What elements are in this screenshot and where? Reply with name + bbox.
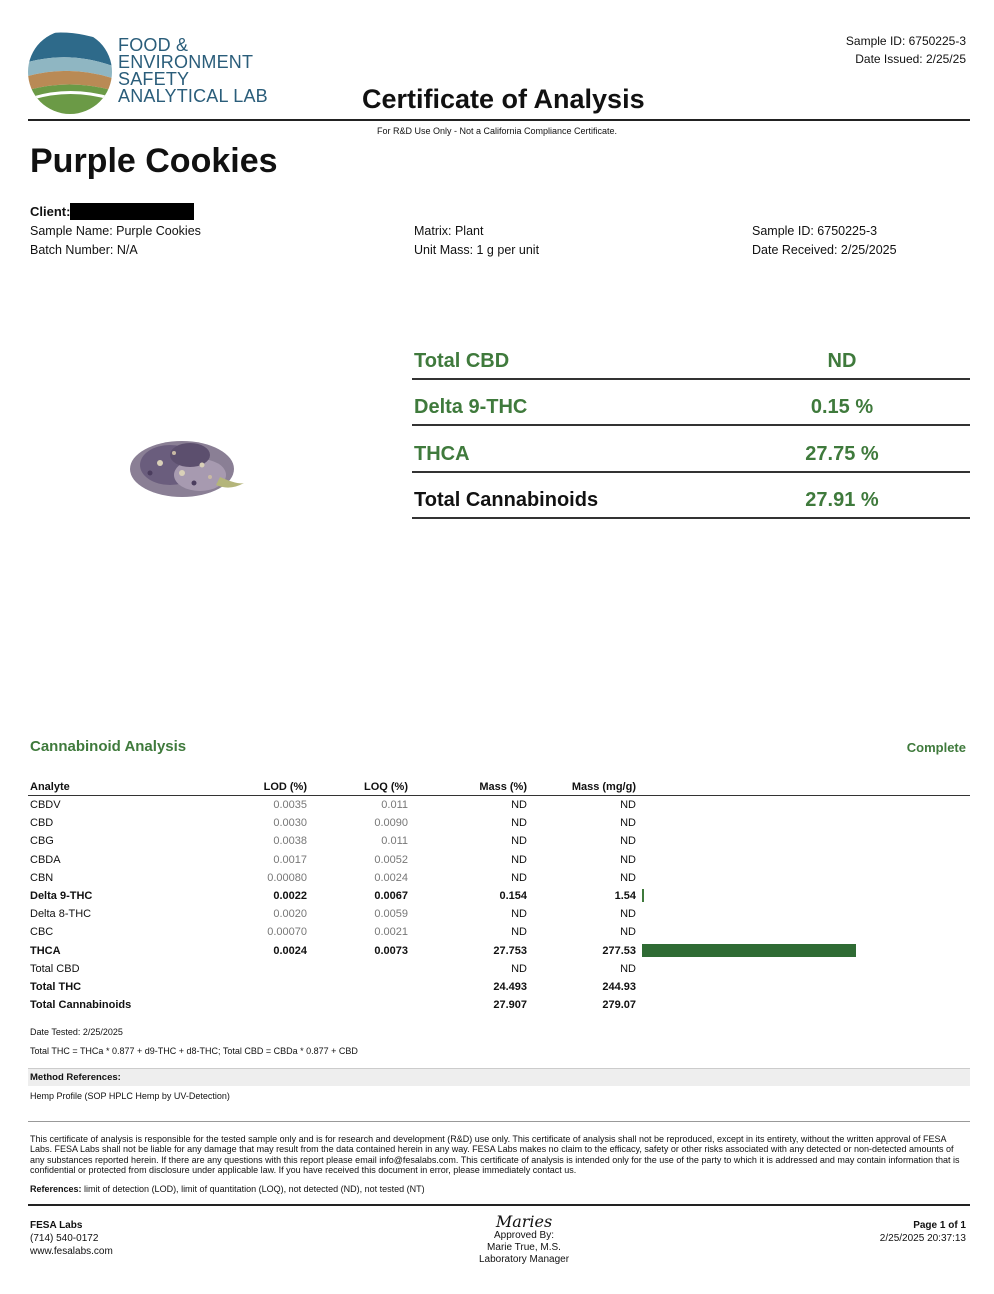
- cell-analyte: CBN: [30, 871, 54, 884]
- footer-approval: [424, 1214, 624, 1266]
- col-mass-mg: Mass (mg/g): [571, 781, 636, 793]
- sample-name: Sample Name: Purple Cookies: [30, 224, 201, 238]
- cell-analyte: Total Cannabinoids: [30, 999, 132, 1012]
- batch-number: Batch Number: N/A: [30, 243, 138, 257]
- cell-analyte: Total CBD: [30, 962, 80, 975]
- table-row: [28, 832, 970, 850]
- summary-value: 0.15 %: [810, 396, 874, 418]
- summary-label: Total CBD: [414, 350, 510, 372]
- cannabinoid-table: [28, 778, 970, 1014]
- table-row: [28, 887, 970, 905]
- cell-lod: 0.00080: [267, 871, 307, 884]
- cell-lod: 0.0024: [273, 944, 307, 957]
- cell-mass-mg: ND: [620, 962, 636, 975]
- cell-analyte: Delta 8-THC: [30, 908, 92, 921]
- approved-by: Approved By:: [493, 1230, 555, 1241]
- col-mass: Mass (%): [479, 781, 527, 793]
- cell-analyte: CBG: [30, 835, 54, 848]
- cell-lod: 0.0022: [273, 889, 307, 902]
- divider: [28, 1121, 970, 1122]
- cell-loq: 0.011: [381, 799, 408, 811]
- method-header-bar: [28, 1068, 970, 1086]
- header-sample-id: Sample ID: 6750225-3: [845, 34, 966, 48]
- cell-analyte: THCA: [30, 944, 61, 957]
- approver-name: Marie True, M.S.: [487, 1242, 561, 1253]
- logo-line-2: ENVIRONMENT: [118, 52, 254, 72]
- cell-mass-mg: 279.07: [602, 999, 636, 1012]
- logo-emblem-icon: [28, 28, 118, 118]
- summary-row-delta9: [412, 380, 970, 426]
- date-received: Date Received: 2/25/2025: [752, 243, 897, 257]
- header-meta: [846, 32, 966, 68]
- cell-loq: 0.0024: [374, 871, 408, 884]
- divider: [28, 1204, 970, 1206]
- cell-loq: 0.0067: [374, 889, 408, 902]
- cannabis-bud-icon: [120, 425, 250, 520]
- logo-line-3: SAFETY: [118, 69, 190, 89]
- divider: [28, 119, 970, 121]
- cell-mass: 0.154: [499, 889, 527, 902]
- table-row: [28, 814, 970, 832]
- table-row: [28, 851, 970, 869]
- cell-loq: 0.0073: [374, 944, 408, 957]
- cell-mass: ND: [511, 962, 527, 975]
- footer-phone: (714) 540-0172: [30, 1233, 99, 1244]
- logo-line-4: ANALYTICAL LAB: [118, 86, 268, 106]
- cell-analyte: CBD: [30, 817, 54, 830]
- header-date-issued: Date Issued: 2/25/25: [855, 52, 966, 66]
- logo-line-1: FOOD &: [118, 35, 189, 55]
- cell-loq: 0.011: [381, 835, 408, 848]
- date-tested: Date Tested: 2/25/2025: [30, 1027, 123, 1037]
- cell-mass-mg: 1.54: [614, 889, 636, 902]
- table-row: [28, 869, 970, 887]
- table-row: [28, 905, 970, 923]
- cell-mass: ND: [511, 853, 527, 866]
- cell-analyte: Total THC: [30, 980, 82, 993]
- summary-label: Delta 9-THC: [414, 396, 528, 418]
- analysis-title: Cannabinoid Analysis: [30, 738, 187, 755]
- summary-row-thca: [412, 427, 970, 473]
- method-text: Hemp Profile (SOP HPLC Hemp by UV-Detection): [30, 1091, 230, 1101]
- client-label: Client:: [30, 204, 71, 219]
- footer-page-info: [880, 1219, 966, 1245]
- cell-analyte: Delta 9-THC: [30, 889, 93, 902]
- summary-label: THCA: [414, 443, 470, 465]
- footer-timestamp: 2/25/2025 20:37:13: [879, 1233, 966, 1244]
- total-formula: Total THC = THCa * 0.877 + d9-THC + d8-THC; Total CBD = CBDa * 0.877 + CBD: [30, 1046, 358, 1056]
- info-column-sample: [30, 222, 201, 260]
- mass-bar: [642, 944, 856, 957]
- table-row: [28, 796, 970, 814]
- cell-mass: ND: [511, 908, 527, 921]
- page-title: Certificate of Analysis: [362, 84, 645, 114]
- cell-mass-mg: ND: [620, 926, 636, 939]
- summary-label: Total Cannabinoids: [414, 489, 599, 511]
- references: [30, 1184, 425, 1194]
- unit-mass: Unit Mass: 1 g per unit: [414, 243, 540, 257]
- cell-mass-mg: ND: [620, 853, 636, 866]
- cell-mass: 24.493: [493, 980, 527, 993]
- analysis-status: Complete: [906, 740, 966, 755]
- sample-id: Sample ID: 6750225-3: [752, 224, 878, 238]
- cell-lod: 0.0017: [273, 853, 307, 866]
- cell-mass: ND: [511, 871, 527, 884]
- cell-mass-mg: 244.93: [602, 980, 636, 993]
- cell-loq: 0.0059: [374, 908, 408, 921]
- cell-loq: 0.0052: [374, 853, 408, 866]
- matrix: Matrix: Plant: [414, 224, 484, 238]
- approver-title: Laboratory Manager: [478, 1254, 570, 1265]
- table-row: [28, 978, 970, 996]
- col-lod: LOD (%): [263, 781, 307, 793]
- info-column-matrix: [414, 222, 539, 260]
- table-header: [28, 778, 970, 796]
- cell-mass-mg: 277.53: [602, 944, 636, 957]
- cell-mass-mg: ND: [620, 799, 636, 811]
- product-title: Purple Cookies: [30, 142, 278, 180]
- method-label: Method References:: [30, 1072, 121, 1083]
- cell-mass: ND: [511, 799, 527, 811]
- cell-mass: ND: [511, 817, 527, 830]
- client-redaction: [70, 203, 194, 220]
- footer-company: FESA Labs: [30, 1220, 83, 1231]
- footer-website: www.fesalabs.com: [30, 1246, 113, 1257]
- cell-analyte: CBC: [30, 926, 54, 939]
- page-number: Page 1 of 1: [913, 1220, 966, 1231]
- table-body: [28, 796, 970, 1014]
- cell-lod: 0.0030: [273, 817, 307, 830]
- col-analyte: Analyte: [30, 781, 70, 793]
- table-row: [28, 923, 970, 941]
- disclaimer: This certificate of analysis is responsible for the tested sample only and is for research and development (R&D) use only. This certificate of analysis shall not be reproduced, except in its entirety, without the written approval of FESA Labs. FESA Labs shall not be liable for any damage that may result from the data contained herein in any way. FESA Labs makes no claim to the efficacy, safety or other risks associated with any detected or non-detected amounts of any substances reported herein. If there are any questions with this report please email info@fesalabs.com. This certificate of analysis is intended only for the use of the party to which it is addressed and may contain information that is confidential or protected from disclosure under applicable law. If you have received this document in error, please immediately contact us.: [30, 1134, 960, 1176]
- references-label: References:: [30, 1184, 82, 1194]
- references-text: limit of detection (LOD), limit of quantitation (LOQ), not detected (ND), not tested (NT): [81, 1184, 425, 1194]
- summary-value: 27.75 %: [805, 443, 879, 465]
- cell-mass-mg: ND: [620, 817, 636, 830]
- table-row: [28, 942, 970, 960]
- summary-value: 27.91 %: [805, 489, 879, 511]
- mass-bar: [642, 889, 644, 902]
- footer-contact: [30, 1219, 113, 1258]
- cell-analyte: CBDV: [30, 799, 61, 811]
- cell-loq: 0.0090: [374, 817, 408, 830]
- cell-lod: 0.0038: [273, 835, 307, 848]
- info-column-ids: [752, 222, 897, 260]
- cell-mass: 27.753: [493, 944, 527, 957]
- cell-mass-mg: ND: [620, 835, 636, 848]
- cell-mass: 27.907: [493, 999, 527, 1012]
- cell-lod: 0.00070: [267, 926, 307, 939]
- rd-note: For R&D Use Only - Not a California Compliance Certificate.: [376, 126, 618, 136]
- product-image: [120, 425, 250, 520]
- lab-logo: [28, 28, 268, 118]
- table-row: [28, 960, 970, 978]
- cell-lod: 0.0035: [273, 799, 307, 811]
- cell-lod: 0.0020: [273, 908, 307, 921]
- summary-row-total-cannabinoids: [412, 473, 970, 519]
- cell-loq: 0.0021: [374, 926, 408, 939]
- summary-value: ND: [827, 350, 857, 372]
- signature: Maries: [495, 1212, 553, 1231]
- table-row: [28, 996, 970, 1014]
- cell-mass: ND: [511, 926, 527, 939]
- summary-row-total-cbd: [412, 334, 970, 380]
- cell-analyte: CBDA: [30, 853, 61, 866]
- col-loq: LOQ (%): [364, 781, 408, 793]
- cell-mass-mg: ND: [620, 908, 636, 921]
- cell-mass-mg: ND: [620, 871, 636, 884]
- cell-mass: ND: [511, 835, 527, 848]
